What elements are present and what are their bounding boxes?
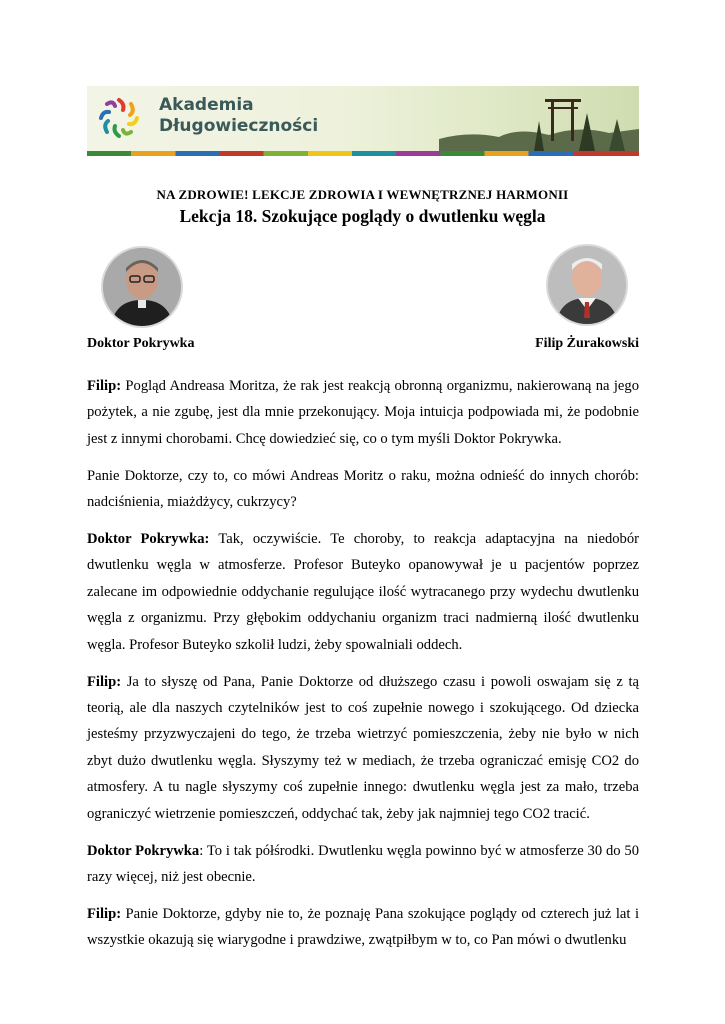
series-title: NA ZDROWIE! LEKCJE ZDROWIA I WEWNĘTRZNEJ HARMONII bbox=[156, 187, 569, 202]
speaker-label: Filip: bbox=[87, 378, 122, 394]
logo-line-2: Długowieczności bbox=[159, 116, 319, 136]
speaker-label: Doktor Pokrywka: bbox=[87, 531, 210, 548]
paragraph-text: Pogląd Andreasa Moritza, że rak jest reakcją obronną organizmu, nakierowaną na jego pożytek, a nie zgubę, jest dla mnie przekonujący. Moja intuicja podpowiada mi, że podobnie jest z innymi chorobami. Chcę dowiedzieć się, co o tym myśli Doktor Pokrywka. bbox=[87, 378, 639, 447]
name-doktor-pokrywka: Doktor Pokrywka bbox=[87, 336, 195, 351]
paragraph-text: Panie Doktorze, gdyby nie to, że poznaję Pana szokujące poglądy od czterech już lat i wszystkie okazują się wiarygodne i prawdziwe, zwątpiłbym w to, co Pan mówi o dwutlenku bbox=[87, 905, 639, 949]
dialogue-body bbox=[87, 373, 639, 964]
paragraph-text: Tak, oczywiście. Te choroby, to reakcja adaptacyjna na niedobór dwutlenku węgla w atmosferze. Profesor Buteyko opanowywał je u pacjentów poprzez zalecane im odpowiednie oddychanie regulujące ilość wytracanego przy wydechu dwutlenku węgla z organizmu. Przy głębokim oddychaniu organizm traci nadmierną ilość dwutlenku węgla. Profesor Buteyko szkolił ludzi, żeby spowalniali oddech. bbox=[87, 531, 639, 653]
paragraph-2 bbox=[87, 463, 639, 516]
torii-landscape-icon bbox=[439, 91, 639, 151]
logo-icon bbox=[95, 94, 143, 142]
paragraph-3 bbox=[87, 526, 639, 658]
name-filip-zurakowski: Filip Żurakowski bbox=[535, 336, 639, 351]
speaker-label: Doktor Pokrywka bbox=[87, 842, 200, 859]
banner-color-stripe bbox=[87, 151, 639, 156]
lesson-title: Lekcja 18. Szokujące poglądy o dwutlenku węgla bbox=[179, 206, 546, 226]
paragraph-4 bbox=[87, 669, 639, 827]
portrait-icon bbox=[548, 246, 626, 324]
paragraph-1 bbox=[87, 373, 639, 452]
paragraph-text: Panie Doktorze, czy to, co mówi Andreas Moritz o raku, można odnieść do innych chorób: nadciśnienia, miażdżycy, cukrzycy? bbox=[87, 467, 639, 511]
logo-line-1: Akademia bbox=[159, 95, 254, 115]
logo-text bbox=[159, 95, 318, 137]
paragraph-text: Ja to słyszę od Pana, Panie Doktorze od dłuższego czasu i powoli oswajam się z tą teorią, ale dla naszych czytelników jest to coś zupełnie nowego i szokującego. Od dziecka jesteśmy przyzwyczajeni do tego, że trzeba wietrzyć pomieszczenia, żeby nie było w nich zbyt dużo dwutlenku węgla. Słyszymy też w mediach, że trzeba ograniczać emisję CO2 do atmosfery. A tu nagle słyszymy coś zupełnie innego: dwutlenku węgla jest za mało, trzeba ograniczyć wietrzenie pomieszczeń, oddychać tak, żeby jak najmniej tego CO2 tracić. bbox=[87, 673, 639, 822]
speaker-label: Filip: bbox=[87, 905, 122, 922]
paragraph-text: : To i tak półśrodki. Dwutlenku węgla powinno być w atmosferze 30 do 50 razy więcej, niż jest obecnie. bbox=[87, 842, 639, 885]
avatar-filip-zurakowski bbox=[548, 246, 626, 324]
paragraph-6 bbox=[87, 901, 639, 954]
header-banner bbox=[87, 86, 639, 156]
speaker-label: Filip: bbox=[87, 673, 122, 690]
paragraph-5 bbox=[87, 838, 639, 891]
portrait-icon bbox=[103, 248, 181, 326]
avatar-doktor-pokrywka bbox=[103, 248, 181, 326]
